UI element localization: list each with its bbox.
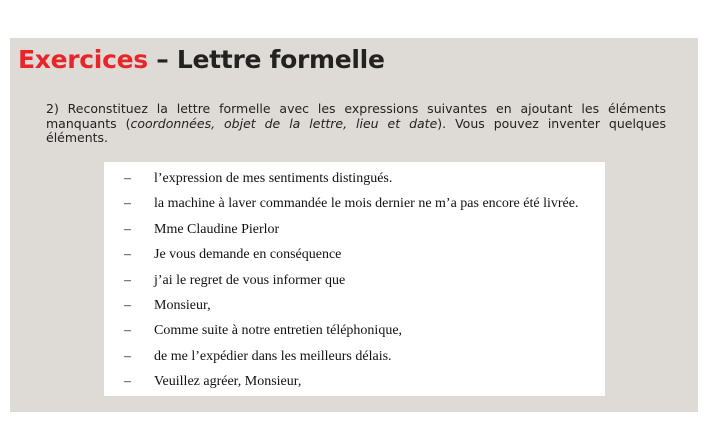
expression-text: l’expression de mes sentiments distingués. <box>154 171 393 186</box>
expressions-list <box>104 169 578 398</box>
dash-bullet: – <box>124 272 131 288</box>
dash-bullet: – <box>124 348 131 364</box>
dash-bullet: – <box>124 221 131 237</box>
expression-text: Monsieur, <box>154 297 211 313</box>
expression-item <box>104 372 578 397</box>
slide-title <box>18 44 385 76</box>
expression-item <box>104 271 578 296</box>
expression-text: Comme suite à notre entretien téléphonique, <box>154 323 403 339</box>
slide <box>10 38 698 412</box>
instructions-part2: ). Vous pouvez inventer quelques éléments. <box>46 115 666 145</box>
title-rest: – Lettre formelle <box>147 45 385 74</box>
expression-text: j’ai le regret de vous informer que <box>154 272 346 288</box>
expression-item <box>104 245 578 270</box>
dash-bullet: – <box>124 196 131 212</box>
expression-item <box>104 194 578 219</box>
expression-item <box>104 296 578 321</box>
expression-text: de me l’expédier dans les meilleurs délais. <box>154 348 392 364</box>
dash-bullet: – <box>124 171 131 186</box>
dash-bullet: – <box>124 374 131 390</box>
dash-bullet: – <box>124 297 131 313</box>
expression-text: Veuillez agréer, Monsieur, <box>154 374 302 390</box>
expression-item <box>104 347 578 372</box>
instructions-italic: coordonnées, objet de la lettre, lieu et date <box>130 115 438 131</box>
instructions-part1: 2) Reconstituez la lettre formelle avec les expressions suivantes en ajoutant les éléments manquants ( <box>46 101 666 131</box>
expression-text: Mme Claudine Pierlor <box>154 221 280 237</box>
instructions <box>46 102 666 146</box>
expression-item <box>104 220 578 245</box>
expression-text: la machine à laver commandée le mois dernier ne m’a pas encore été livrée. <box>154 196 579 212</box>
dash-bullet: – <box>124 323 131 339</box>
expression-item <box>104 169 578 194</box>
title-accent: Exercices <box>18 45 148 74</box>
expression-item <box>104 321 578 346</box>
expression-text: Je vous demande en conséquence <box>154 247 342 263</box>
dash-bullet: – <box>124 247 131 263</box>
expressions-box <box>104 162 605 396</box>
